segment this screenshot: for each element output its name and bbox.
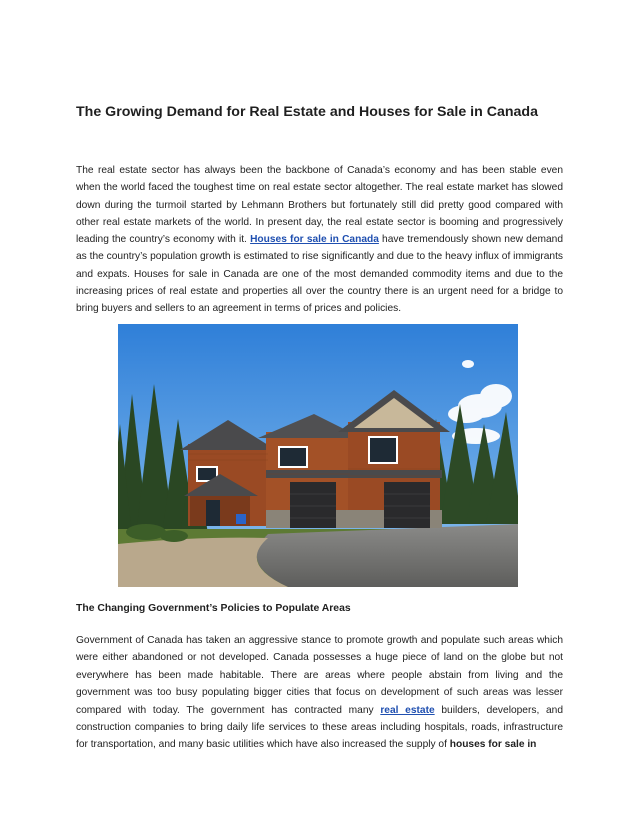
policy-text-start: Government of Canada has taken an aggressive stance to promote growth and populate such areas which were either abandoned or not developed. Canada possesses a huge piece of land on the globe but not everywhere has been made habitable. There are areas where people abstain from living and the government was too busy populating bigger cities that focus on development of such areas was lesser compared with today. The government has contracted many	[76, 635, 563, 716]
intro-text-start: The real estate sector has always been the backbone of Canada’s economy and has been stable even when the world faced the toughest time on real estate sector altogether. The real estate market has slowed down during the turmoil started by Lehmann Brothers but fortunately still did pretty good compared with other real estate markets of the world. In present day, the real estate sector is booming and progressively leading the country’s economy with it.	[76, 165, 563, 245]
page-title: The Growing Demand for Real Estate and Houses for Sale in Canada	[76, 104, 538, 120]
houses-for-sale-link[interactable]: Houses for sale in Canada	[250, 234, 379, 245]
real-estate-link[interactable]: real estate	[380, 704, 435, 716]
policy-paragraph	[76, 632, 563, 754]
policy-bold-tail: houses for sale in	[449, 739, 537, 751]
intro-paragraph	[76, 162, 563, 317]
driveway	[257, 524, 518, 587]
intro-text-end: have tremendously shown new demand as the country’s population growth is estimated to rise significantly and due to the heavy influx of immigrants and expats. Houses for sale in Canada are one of the most demanded commodity items and due to the increasing prices of real estate and properties all over the country there is an urgent need for a bridge to bring buyers and sellers to an agreement in terms of prices and policies.	[76, 234, 563, 314]
house-photo	[118, 324, 518, 587]
house-illustration	[118, 324, 518, 587]
policy-text-middle: builders, developers, and construction companies to bring daily life services to these areas including hospitals, roads, infrastructure for transportation, and many basic utilities which have also increased the supply of	[76, 704, 563, 751]
section-heading: The Changing Government’s Policies to Populate Areas	[76, 603, 351, 614]
